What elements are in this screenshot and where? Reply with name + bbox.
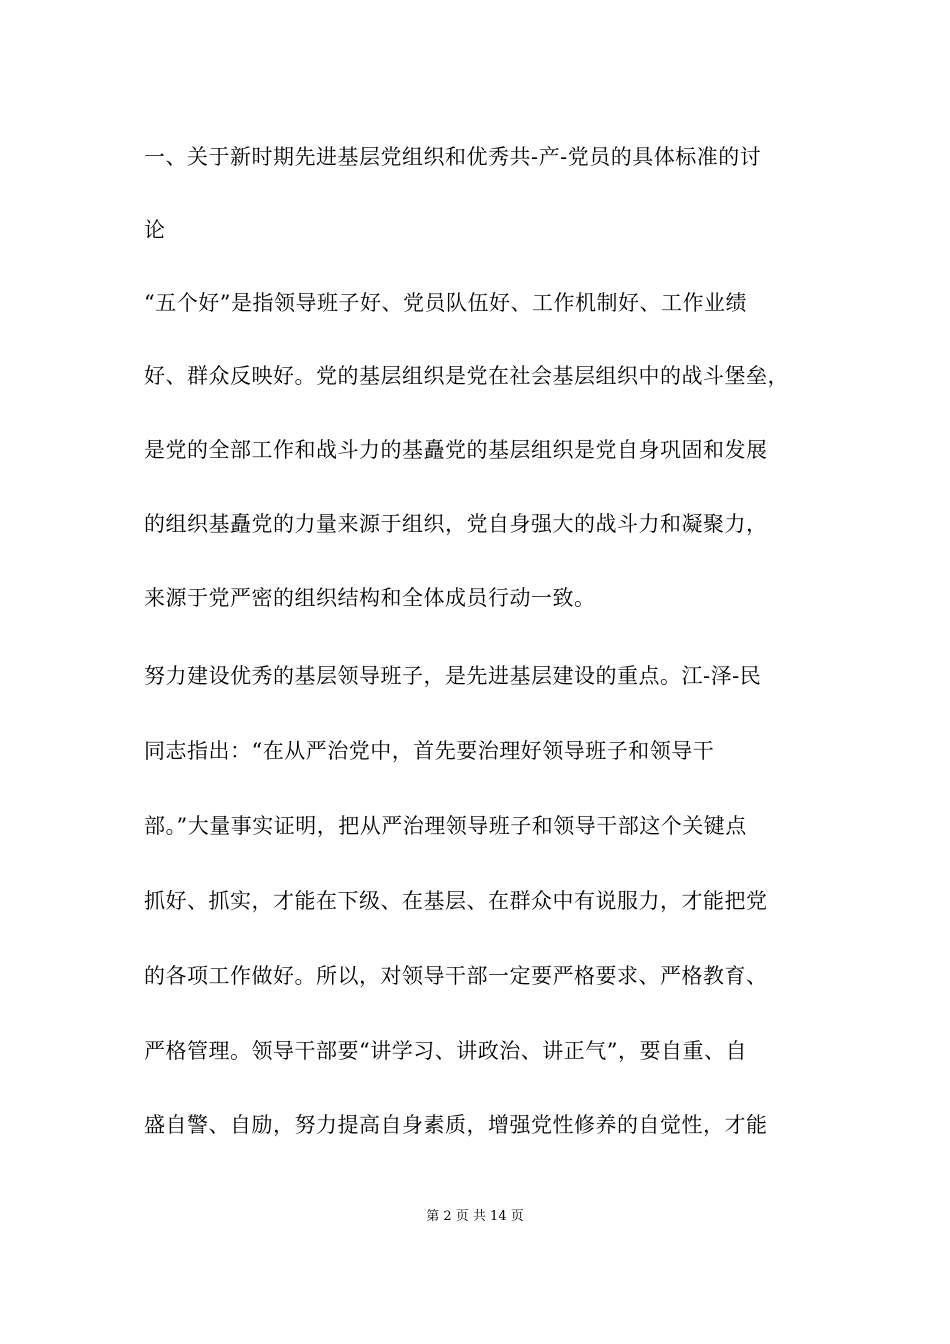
text-line: 同志指出：“在从严治党中，首先要治理好领导班子和领导干 (144, 739, 715, 763)
text-line: 的组织基矗党的力量来源于组织，党自身强大的战斗力和凝聚力， (144, 512, 768, 536)
text-line: 努力建设优秀的基层领导班子，是先进基层建设的重点。江-泽-民 (144, 664, 762, 688)
text-line: 部。”大量事实证明，把从严治理领导班子和领导干部这个关键点 (144, 814, 747, 838)
text-line: 来源于党严密的组织结构和全体成员行动一致。 (144, 586, 596, 610)
text-line: 的各项工作做好。所以，对领导干部一定要严格要求、严格教育、 (144, 964, 768, 988)
text-line: “五个好”是指领导班子好、党员队伍好、工作机制好、工作业绩 (144, 291, 747, 315)
text-line: 论 (144, 218, 166, 242)
text-line: 抓好、抓实，才能在下级、在基层、在群众中有说服力，才能把党 (144, 889, 768, 913)
text-line: 严格管理。领导干部要“讲学习、讲政治、讲正气”，要自重、自 (144, 1039, 747, 1063)
text-line: 一、关于新时期先进基层党组织和优秀共-产-党员的具体标准的讨 (144, 145, 762, 169)
page-number-footer: 第 2 页 共 14 页 (426, 1209, 524, 1224)
text-line: 盛自警、自励，努力提高自身素质，增强党性修养的自觉性，才能 (144, 1113, 768, 1137)
text-line: 是党的全部工作和战斗力的基矗党的基层组织是党自身巩固和发展 (144, 438, 768, 462)
text-line: 好、群众反映好。党的基层组织是党在社会基层组织中的战斗堡垒， (144, 364, 789, 388)
